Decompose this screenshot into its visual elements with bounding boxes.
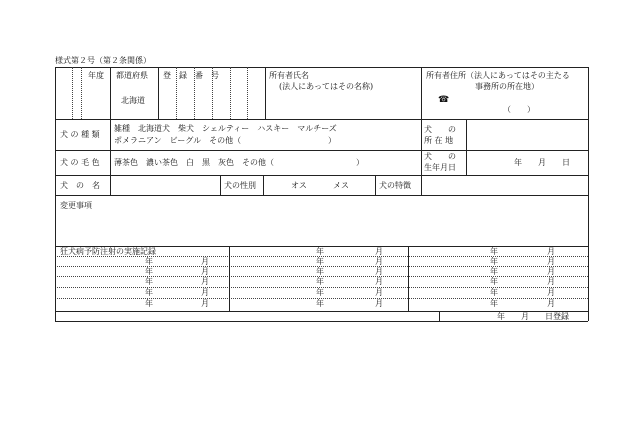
rabies-year: 年 — [490, 288, 498, 297]
row-divider-coat — [55, 175, 588, 176]
label-col-line-1 — [110, 119, 111, 175]
rabies-month: 月 — [375, 247, 383, 256]
label-col-line-2 — [110, 175, 111, 195]
header-dotted-2 — [81, 67, 82, 119]
feature-label: 犬の特徴 — [379, 181, 411, 190]
rabies-month: 月 — [201, 277, 209, 286]
header-line-address — [421, 67, 422, 119]
rabies-label: 狂犬病予防注射の実施記録 — [60, 247, 156, 256]
hokkaido-value: 北海道 — [121, 96, 145, 105]
rabies-col-line-2 — [408, 246, 409, 311]
rabies-month: 月 — [375, 267, 383, 276]
rabies-month: 月 — [547, 299, 555, 308]
rabies-month: 月 — [201, 257, 209, 266]
header-line-year — [110, 67, 111, 119]
owner-name-label: 所有者氏名 — [269, 71, 309, 80]
dog-name-label: 犬 の 名 — [60, 181, 100, 190]
owner-name-note: (法人にあってはその名称) — [279, 82, 374, 91]
coat-label: 犬 の 毛 色 — [60, 158, 100, 167]
rabies-month: 月 — [547, 288, 555, 297]
table-border-top — [55, 67, 588, 68]
rabies-month: 月 — [547, 267, 555, 276]
rabies-month: 月 — [201, 267, 209, 276]
location-value-line — [466, 119, 467, 175]
phone-paren: （ ） — [503, 105, 535, 114]
sex-label: 犬の性別 — [224, 181, 256, 190]
rabies-year: 年 — [145, 299, 153, 308]
table-border-right — [588, 67, 589, 321]
changes-label: 変更事項 — [60, 201, 92, 210]
row-divider-name — [55, 195, 588, 196]
feature-label-right — [421, 175, 422, 195]
rabies-year: 年 — [316, 277, 324, 286]
rabies-year: 年 — [145, 288, 153, 297]
rabies-month: 月 — [375, 299, 383, 308]
rabies-month: 月 — [375, 288, 383, 297]
header-dotted-7 — [247, 67, 248, 119]
table-border-left — [55, 67, 56, 321]
rabies-month: 月 — [375, 277, 383, 286]
rabies-month: 月 — [201, 288, 209, 297]
rabies-year: 年 — [490, 267, 498, 276]
registration-date: 年 月 日登録 — [497, 312, 569, 321]
breed-options-line2: ポメラニアン ビーグル その他（ — [114, 136, 242, 145]
coat-options: 薄茶色 濃い茶色 白 黒 灰色 その他（ — [114, 158, 274, 167]
sex-female: メス — [333, 181, 349, 190]
rabies-month: 月 — [547, 257, 555, 266]
rabies-year: 年 — [490, 299, 498, 308]
prefecture-label: 都道府県 — [116, 71, 148, 80]
rabies-month: 月 — [375, 257, 383, 266]
rabies-year: 年 — [490, 247, 498, 256]
rabies-month: 月 — [201, 299, 209, 308]
breed-other-close: ） — [328, 136, 336, 145]
rabies-year: 年 — [316, 267, 324, 276]
rabies-col-line-1 — [229, 246, 230, 311]
rabies-month: 月 — [547, 247, 555, 256]
row-divider-breed — [55, 150, 588, 151]
feature-label-left — [375, 175, 376, 195]
location-label-top: 犬 の — [424, 125, 456, 134]
sex-label-right — [263, 175, 264, 195]
header-dotted-6 — [230, 67, 231, 119]
coat-other-close: ） — [356, 158, 364, 167]
registration-left-line — [439, 311, 440, 321]
birth-date: 年 月 日 — [514, 158, 570, 167]
form-title: 様式第２号（第２条関係） — [55, 56, 151, 65]
rabies-year: 年 — [316, 257, 324, 266]
row-divider-header — [55, 119, 588, 120]
rabies-year: 年 — [490, 277, 498, 286]
rabies-year: 年 — [145, 277, 153, 286]
breed-right-line — [421, 119, 422, 175]
rabies-year: 年 — [316, 299, 324, 308]
header-dotted-1 — [72, 67, 73, 119]
breed-label: 犬 の 種 類 — [60, 130, 100, 139]
birth-label-top: 犬 の — [424, 152, 456, 161]
header-line-pref — [158, 67, 159, 119]
rabies-year: 年 — [145, 257, 153, 266]
sex-label-left — [220, 175, 221, 195]
birth-label-bottom: 生年月日 — [424, 163, 456, 172]
rabies-year: 年 — [316, 288, 324, 297]
sex-male: オス — [291, 181, 307, 190]
rabies-year: 年 — [145, 267, 153, 276]
year-label: 年度 — [88, 71, 104, 80]
table-border-bottom — [55, 321, 588, 322]
rabies-year: 年 — [316, 247, 324, 256]
owner-address-note: 事務所の所在地） — [475, 82, 539, 91]
location-label-bottom: 所 在 地 — [424, 136, 454, 145]
rabies-year: 年 — [490, 257, 498, 266]
breed-options-line1: 雑種 北海道犬 柴犬 シェルティー ハスキー マルチーズ — [114, 124, 337, 133]
phone-icon: ☎ — [438, 95, 450, 105]
owner-address-label: 所有者住所（法人にあってはその主たる — [426, 71, 570, 80]
rabies-month: 月 — [547, 277, 555, 286]
header-line-owner — [265, 67, 266, 119]
registration-number-label: 登 録 番 号 — [163, 71, 219, 80]
